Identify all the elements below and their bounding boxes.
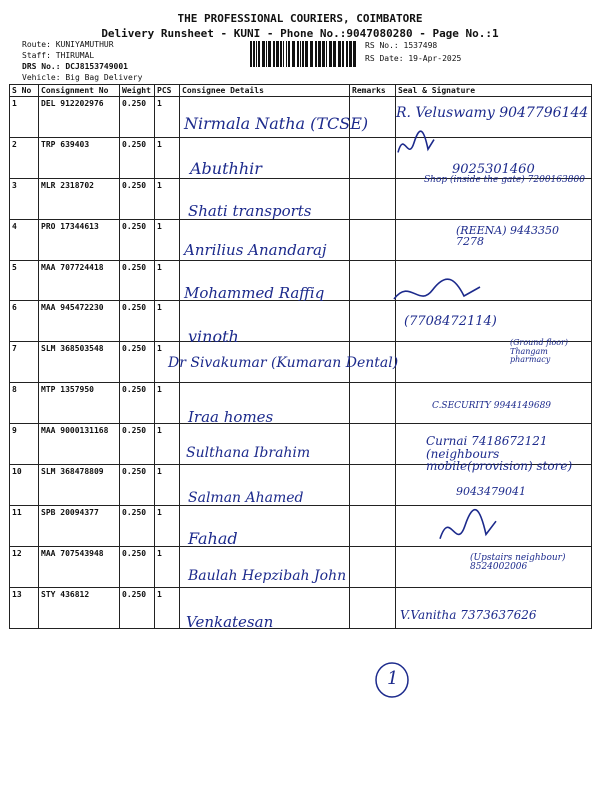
- seal-signature-text: Curnai 7418672121 (neighbours mobile(provision) store): [426, 434, 573, 474]
- serial-number: 9: [10, 424, 39, 465]
- remarks-cell: [350, 178, 396, 219]
- runsheet-subtitle: Delivery Runsheet - KUNI - Phone No.:9047080280 - Page No.:1: [101, 27, 499, 40]
- consignment-number: MLR 2318702: [39, 178, 120, 219]
- pcs-value: 1: [155, 505, 180, 546]
- consignee-name: Venkatesan: [186, 612, 274, 631]
- pcs-value: 1: [155, 424, 180, 465]
- consignment-number: SLM 368478809: [39, 465, 120, 506]
- col-consignment: Consignment No: [39, 85, 120, 97]
- pcs-value: 1: [155, 383, 180, 424]
- consignee-name: Shati transports: [188, 201, 312, 220]
- remarks-cell: [350, 587, 396, 628]
- consignee-name: Abuthhir: [190, 158, 262, 178]
- remarks-cell: [350, 546, 396, 587]
- col-weight: Weight: [120, 85, 155, 97]
- remarks-cell: [350, 383, 396, 424]
- consignment-number: MTP 1357950: [39, 383, 120, 424]
- table-row: [10, 505, 592, 546]
- vehicle-label: Vehicle: Big Bag Delivery: [22, 73, 143, 82]
- signature-scribble: [392, 278, 482, 308]
- col-sno: S No: [10, 85, 39, 97]
- consignee-name: Mohammed Raffiq: [184, 283, 325, 302]
- weight-value: 0.250: [120, 587, 155, 628]
- signature-scribble: [396, 130, 436, 162]
- seal-signature-text: (Upstairs neighbour) 8524002006: [470, 552, 566, 573]
- weight-value: 0.250: [120, 301, 155, 342]
- table-header-row: [10, 85, 592, 97]
- seal-signature-text: 9043479041: [456, 485, 526, 499]
- serial-number: 11: [10, 505, 39, 546]
- staff-label: Staff: THIRUMAL: [22, 51, 95, 60]
- pcs-value: 1: [155, 301, 180, 342]
- remarks-cell: [350, 260, 396, 301]
- consignee-name: Sulthana Ibrahim: [186, 445, 311, 462]
- pcs-value: 1: [155, 342, 180, 383]
- consignment-number: SLM 368503548: [39, 342, 120, 383]
- serial-number: 7: [10, 342, 39, 383]
- rs-date: RS Date: 19-Apr-2025: [365, 54, 462, 63]
- consignee-name: Iraa homes: [188, 408, 274, 427]
- weight-value: 0.250: [120, 97, 155, 138]
- col-pcs: PCS: [155, 85, 180, 97]
- seal-signature-text: R. Veluswamy 9047796144: [396, 105, 589, 121]
- weight-value: 0.250: [120, 424, 155, 465]
- seal-signature-text: (7708472114): [404, 313, 497, 329]
- serial-number: 3: [10, 178, 39, 219]
- remarks-cell: [350, 465, 396, 506]
- pcs-value: 1: [155, 137, 180, 178]
- col-consignee: Consignee Details: [180, 85, 350, 97]
- serial-number: 13: [10, 587, 39, 628]
- serial-number: 5: [10, 260, 39, 301]
- pcs-value: 1: [155, 465, 180, 506]
- company-title: THE PROFESSIONAL COURIERS, COIMBATORE: [177, 12, 423, 25]
- remarks-cell: [350, 219, 396, 260]
- consignee-name: vinoth: [188, 326, 239, 346]
- consignment-number: TRP 639403: [39, 137, 120, 178]
- barcode: [250, 41, 358, 67]
- serial-number: 1: [10, 97, 39, 138]
- remarks-cell: [350, 424, 396, 465]
- weight-value: 0.250: [120, 260, 155, 301]
- consignment-number: MAA 945472230: [39, 301, 120, 342]
- consignee-name: Salman Ahamed: [188, 490, 304, 507]
- seal-signature-text: (Ground floor) Thangam pharmacy: [510, 338, 569, 365]
- remarks-cell: [350, 505, 396, 546]
- pcs-value: 1: [155, 546, 180, 587]
- serial-number: 4: [10, 219, 39, 260]
- rs-number: RS No.: 1537498: [365, 41, 438, 50]
- seal-signature-text: C.SECURITY 9944149689: [432, 401, 552, 412]
- pcs-value: 1: [155, 260, 180, 301]
- pcs-value: 1: [155, 219, 180, 260]
- remarks-cell: [350, 301, 396, 342]
- weight-value: 0.250: [120, 383, 155, 424]
- consignment-number: STY 436812: [39, 587, 120, 628]
- weight-value: 0.250: [120, 178, 155, 219]
- consignee-name: Fahad: [188, 529, 238, 548]
- consignment-number: MAA 9000131168: [39, 424, 120, 465]
- pcs-value: 1: [155, 587, 180, 628]
- consignment-number: DEL 912202976: [39, 97, 120, 138]
- weight-value: 0.250: [120, 465, 155, 506]
- consignment-number: MAA 707543948: [39, 546, 120, 587]
- table-row: [10, 301, 592, 342]
- weight-value: 0.250: [120, 219, 155, 260]
- weight-value: 0.250: [120, 505, 155, 546]
- seal-signature-text: 9025301460: [452, 161, 535, 177]
- remarks-cell: [350, 137, 396, 178]
- consignee-name: Baulah Hepzibah John: [188, 567, 347, 584]
- consignment-number: PRO 17344613: [39, 219, 120, 260]
- weight-value: 0.250: [120, 342, 155, 383]
- signature-scribble: [438, 508, 498, 552]
- col-seal: Seal & Signature: [396, 85, 592, 97]
- weight-value: 0.250: [120, 137, 155, 178]
- serial-number: 6: [10, 301, 39, 342]
- consignment-number: MAA 707724418: [39, 260, 120, 301]
- serial-number: 8: [10, 383, 39, 424]
- seal-signature-text: V.Vanitha 7373637626: [400, 607, 537, 622]
- page-mark: 1: [387, 668, 399, 689]
- serial-number: 2: [10, 137, 39, 178]
- consignee-name: Dr Sivakumar (Kumaran Dental): [168, 355, 399, 372]
- drs-number: DRS No.: DCJ8153749001: [22, 62, 128, 71]
- pcs-value: 1: [155, 97, 180, 138]
- col-remarks: Remarks: [350, 85, 396, 97]
- seal-signature-text: Shop (inside the gate) 7200163800: [424, 174, 585, 185]
- consignee-name: Anrilius Anandaraj: [184, 240, 327, 259]
- consignee-name: Nirmala Natha (TCSE): [184, 114, 369, 133]
- pcs-value: 1: [155, 178, 180, 219]
- weight-value: 0.250: [120, 546, 155, 587]
- seal-signature-text: (REENA) 9443350 7278: [456, 223, 559, 249]
- consignment-number: SPB 20094377: [39, 505, 120, 546]
- serial-number: 10: [10, 465, 39, 506]
- serial-number: 12: [10, 546, 39, 587]
- route-label: Route: KUNIYAMUTHUR: [22, 40, 114, 49]
